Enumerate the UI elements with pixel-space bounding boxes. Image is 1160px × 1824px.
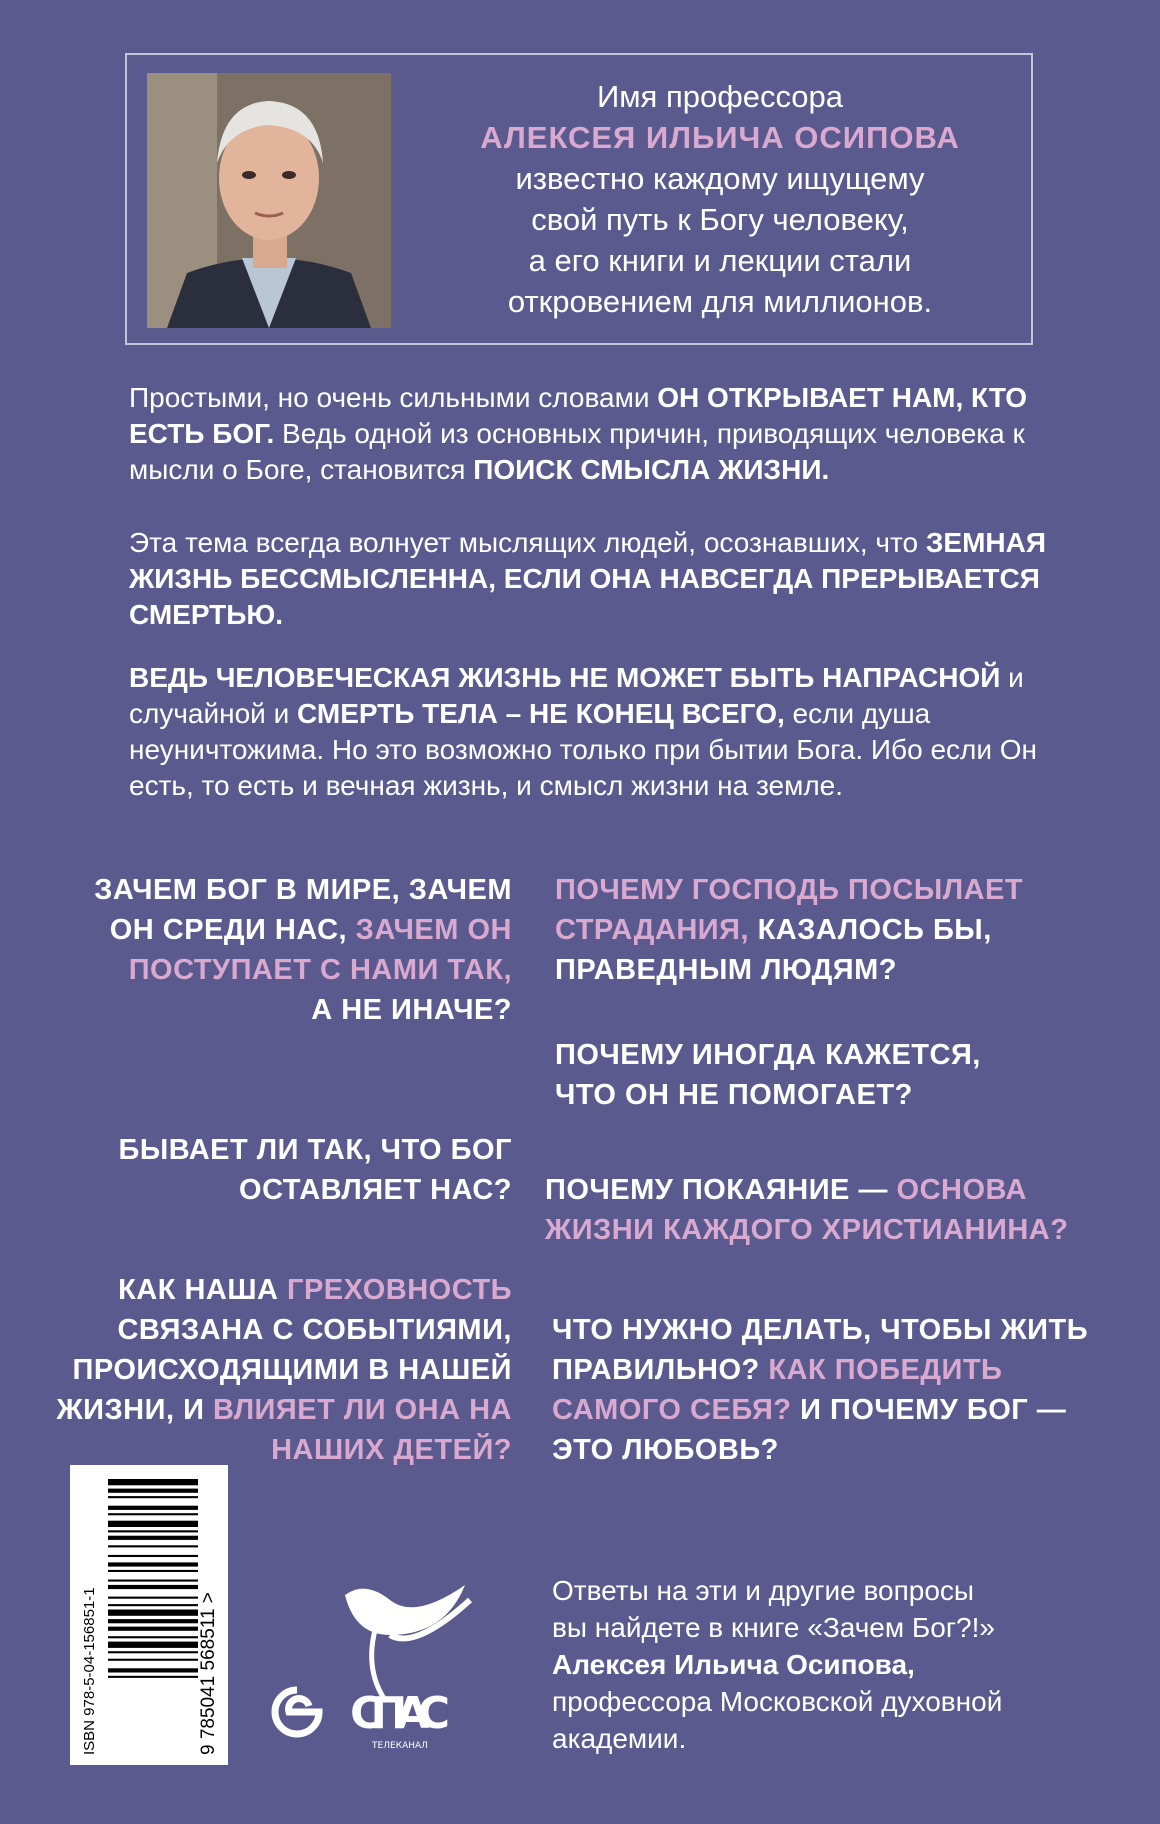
barcode-bar: [108, 1555, 198, 1557]
paragraph-1: [129, 380, 1049, 488]
para-text: и случайной и: [129, 662, 1024, 729]
question-1: [60, 870, 512, 1030]
question-5: [545, 1170, 1125, 1250]
para-emphasis: СМЕРТЬ ТЕЛА – НЕ КОНЕЦ ВСЕГО,: [297, 698, 785, 729]
barcode-bars: [108, 1479, 198, 1678]
barcode-bar: [108, 1597, 198, 1599]
barcode-bar: [108, 1651, 198, 1653]
question-highlight: ОСНОВА: [896, 1174, 1027, 1206]
logo-subtitle: ТЕЛЕКАНАЛ: [372, 1741, 428, 1751]
barcode-bar: [108, 1604, 198, 1606]
para-text: Эта тема всегда волнует мыслящих людей, осознавших, что: [129, 527, 926, 558]
barcode-bar: [108, 1676, 198, 1678]
question-highlight: НАШИХ ДЕТЕЙ?: [271, 1434, 512, 1466]
barcode-bar: [108, 1489, 198, 1493]
question-line: ПРАВЕДНЫМ ЛЮДЯМ?: [555, 954, 897, 986]
question-line: ЭТО ЛЮБОВЬ?: [552, 1434, 779, 1466]
question-highlight: КАК ПОБЕДИТЬ: [768, 1354, 1003, 1386]
para-text: Ведь одной из основных причин, приводящих человека к мысли о Боге, становится: [129, 418, 1025, 485]
barcode-bar: [108, 1496, 198, 1498]
isbn-barcode: [70, 1465, 228, 1765]
intro-text: [420, 76, 1020, 322]
question-highlight: СТРАДАНИЯ,: [555, 914, 750, 946]
barcode-bar: [108, 1580, 198, 1582]
author-photo: [147, 73, 391, 328]
outro-line: вы найдете в книге «Зачем Бог?!»: [552, 1612, 995, 1643]
barcode-bar: [108, 1642, 198, 1648]
isbn-text: ISBN 978-5-04-156851-1: [81, 1587, 98, 1755]
question-highlight: ГРЕХОВНОСТЬ: [287, 1274, 512, 1306]
para-text: если душа неуничтожима. Но это возможно только при бытии Бога. Ибо если Он есть, то есть и вечная жизнь, и смысл жизни на земле.: [129, 698, 1038, 801]
paragraph-3: [129, 660, 1049, 804]
outro-line: Ответы на эти и другие вопросы: [552, 1575, 975, 1606]
intro-line: Имя профессора: [596, 79, 844, 114]
para-emphasis: ЗЕМНАЯ ЖИЗНЬ БЕССМЫСЛЕННА, ЕСЛИ ОНА НАВСЕГДА ПРЕРЫВАЕТСЯ СМЕРТЬЮ.: [129, 527, 1046, 630]
question-line: ЧТО НУЖНО ДЕЛАТЬ, ЧТОБЫ ЖИТЬ: [552, 1314, 1089, 1346]
author-name: АЛЕКСЕЯ ИЛЬИЧА ОСИПОВА: [480, 120, 960, 155]
logo-name: СПАС: [350, 1688, 450, 1739]
barcode-bar: [108, 1619, 198, 1623]
paragraph-2: [129, 525, 1049, 633]
question-highlight: ВЛИЯЕТ ЛИ ОНА НА: [212, 1394, 512, 1426]
outro-line: профессора Московской духовной: [552, 1686, 1003, 1717]
dove-icon: [345, 1585, 465, 1635]
question-line: ЖИЗНИ, И: [56, 1394, 213, 1426]
question-7: [552, 1310, 1132, 1470]
barcode-bar: [108, 1536, 198, 1540]
intro-line: известно каждому ищущему: [515, 161, 925, 196]
question-highlight: ЖИЗНИ КАЖДОГО ХРИСТИАНИНА?: [545, 1214, 1069, 1246]
question-line: И ПОЧЕМУ БОГ —: [791, 1394, 1067, 1426]
outro-line: академии.: [552, 1723, 687, 1754]
question-line: КАК НАША: [118, 1274, 287, 1306]
para-emphasis: ПОИСК СМЫСЛА ЖИЗНИ.: [473, 454, 830, 485]
question-highlight: САМОГО СЕБЯ?: [552, 1394, 792, 1426]
para-emphasis: ВЕДЬ ЧЕЛОВЕЧЕСКАЯ ЖИЗНЬ НЕ МОЖЕТ БЫТЬ НАПРАСНОЙ: [129, 662, 1001, 693]
question-highlight: ПОЧЕМУ ГОСПОДЬ ПОСЫЛАЕТ: [555, 874, 1024, 906]
barcode-bar: [108, 1506, 198, 1510]
barcode-bar: [108, 1636, 198, 1638]
question-line: ПОЧЕМУ ПОКАЯНИЕ —: [545, 1174, 897, 1206]
question-3: [555, 1035, 1115, 1115]
question-highlight: ПОСТУПАЕТ С НАМИ ТАК,: [128, 954, 512, 986]
question-line: БЫВАЕТ ЛИ ТАК, ЧТО БОГ: [118, 1134, 512, 1166]
intro-line: откровением для миллионов.: [507, 284, 933, 319]
question-line: КАЗАЛОСЬ БЫ,: [749, 914, 992, 946]
question-line: ЧТО ОН НЕ ПОМОГАЕТ?: [555, 1079, 913, 1111]
barcode-bar: [108, 1668, 198, 1672]
intro-line: а его книги и лекции стали: [528, 243, 912, 278]
outro-author: Алексея Ильича Осипова,: [552, 1649, 915, 1680]
question-line: ЗАЧЕМ БОГ В МИРЕ, ЗАЧЕМ: [94, 874, 512, 906]
question-highlight: ЗАЧЕМ ОН: [355, 914, 512, 946]
publisher-e-icon: [275, 1690, 319, 1734]
question-line: ПОЧЕМУ ИНОГДА КАЖЕТСЯ,: [555, 1039, 981, 1071]
intro-line: свой путь к Богу человеку,: [531, 202, 909, 237]
barcode-bar: [108, 1545, 198, 1547]
barcode-digits: 9 785041 568511 >: [198, 1592, 219, 1755]
question-line: СВЯЗАНА С СОБЫТИЯМИ,: [117, 1314, 512, 1346]
question-line: ПРОИСХОДЯЩИМИ В НАШЕЙ: [72, 1354, 512, 1386]
barcode-bar: [108, 1521, 198, 1527]
spas-logo: [265, 1540, 525, 1780]
question-line: ОСТАВЛЯЕТ НАС?: [239, 1174, 512, 1206]
barcode-bar: [108, 1562, 198, 1566]
barcode-bar: [108, 1479, 198, 1485]
question-2: [555, 870, 1115, 990]
barcode-bar: [108, 1570, 198, 1572]
question-line: А НЕ ИНАЧЕ?: [311, 994, 512, 1026]
question-line: ПРАВИЛЬНО?: [552, 1354, 769, 1386]
barcode-bar: [108, 1513, 198, 1515]
barcode-bar: [108, 1627, 198, 1631]
para-emphasis: ОН ОТКРЫВАЕТ НАМ, КТО ЕСТЬ БОГ.: [129, 382, 1028, 449]
barcode-bar: [108, 1530, 198, 1532]
outro-text: [552, 1572, 1092, 1757]
para-text: Простыми, но очень сильными словами: [129, 382, 658, 413]
question-4: [60, 1130, 512, 1210]
question-6: [40, 1270, 512, 1470]
barcode-bar: [108, 1659, 198, 1661]
barcode-bar: [108, 1610, 198, 1616]
question-line: ОН СРЕДИ НАС,: [109, 914, 356, 946]
barcode-bar: [108, 1585, 198, 1589]
